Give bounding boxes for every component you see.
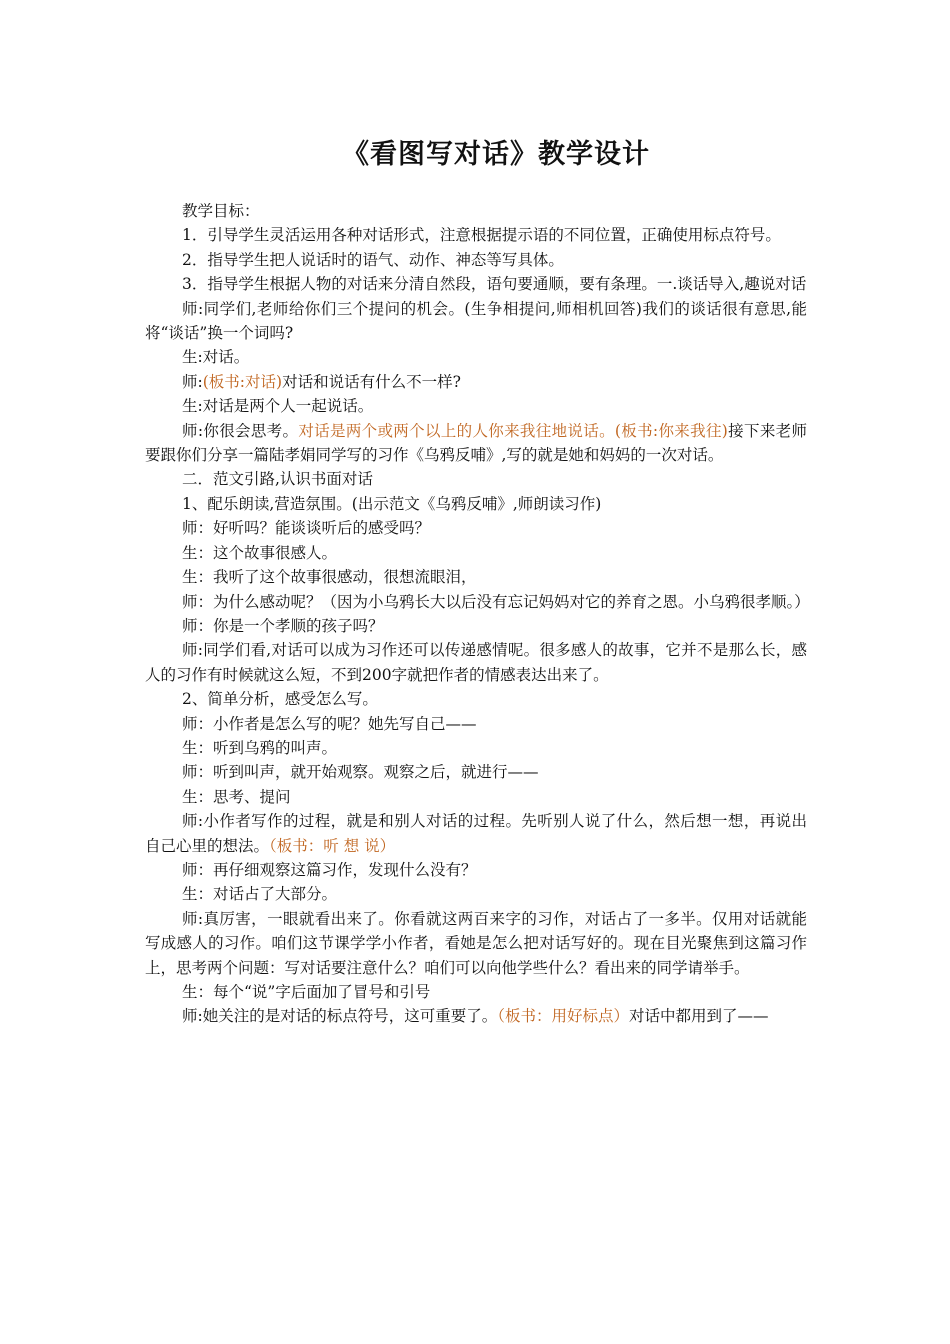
paragraph [145,687,807,711]
board-note-highlight: 对话是两个或两个以上的人你来我往地说话。(板书:你来我往) [298,421,728,440]
paragraph-text: 师：你是一个孝顺的孩子吗？ [182,616,384,635]
paragraph [145,199,807,223]
paragraph [145,907,807,980]
paragraph [145,614,807,638]
paragraph [145,638,807,687]
paragraph-text: 生：对话占了大部分。 [182,885,338,904]
paragraph [145,272,807,296]
paragraph-text: 对话中都用到了—— [629,1007,769,1026]
paragraph-text: 2、简单分析，感受怎么写。 [182,690,378,709]
paragraph-text: 师：听到叫声，就开始观察。观察之后，就进行—— [182,763,539,782]
paragraph [145,858,807,882]
paragraph [145,712,807,736]
paragraph [145,590,810,614]
paragraph-text: 接下来老师要跟你们分享一篇陆孝娟同学写的习作《乌鸦反哺》,写的就是她和妈妈的一次对话。 [145,421,807,465]
paragraph [145,492,807,516]
paragraph-text: 教学目标： [182,202,260,220]
paragraph [145,565,807,589]
paragraph [145,1004,807,1028]
board-note-highlight: (板书:对话) [202,372,283,391]
paragraph [145,394,807,418]
board-note-highlight: （板书：用好标点） [497,1007,629,1026]
paragraph-text: 师:真厉害，一眼就看出来了。你看就这两百来字的习作，对话占了一多半。仅用对话就能写成感人的习作。咱们这节课学学小作者，看她是怎么把对话写好的。现在目光聚焦到这篇习作上，思考两个问题：写对话要注意什么？咱们可以向他学些什么？看出来的同学请举手。 [145,909,807,977]
paragraph-text: 生：思考、提问 [182,787,291,806]
paragraph [145,248,807,272]
paragraph-text: 对话和说话有什么不一样? [282,372,461,391]
paragraph-text: 师：好听吗？能谈谈听后的感受吗？ [182,519,431,538]
paragraph [145,370,807,394]
paragraph-text: 1、配乐朗读,营造氛围。(出示范文《乌鸦反哺》,师朗读习作) [182,494,602,513]
paragraph-text: 师:同学们,老师给你们三个提问的机会。(生争相提问,师相机回答)我们的谈话很有意思,能将“谈话”换一个词吗? [145,299,807,343]
paragraph-text: 师:小作者写作的过程，就是和别人对话的过程。先听别人说了什么，然后想一想，再说出自己心里的想法。 [145,812,807,855]
paragraph-text: 生：每个“说”字后面加了冒号和引号 [182,983,431,1001]
paragraph [145,785,807,809]
paragraph-text: 师:你很会思考。 [182,421,299,440]
paragraph-text: 2．指导学生把人说话时的语气、动作、神态等写具体。 [182,250,564,269]
paragraph [145,980,807,1004]
document-title: 《看图写对话》教学设计 [342,139,650,170]
paragraph-text: 3．指导学生根据人物的对话来分清自然段，语句要通顺，要有条理。一.谈话导入,趣说对话 [182,275,807,294]
paragraph-text: 生：听到乌鸦的叫声。 [182,738,338,757]
document-body [145,199,810,1029]
board-note-highlight: （板书：听 想 说） [269,836,396,855]
paragraph [145,882,807,906]
paragraph-text: 生：这个故事很感人。 [182,543,338,562]
paragraph-text: 师:同学们看,对话可以成为习作还可以传递感情呢。很多感人的故事，它并不是那么长，感人的习作有时候就这么短，不到200字就把作者的情感表达出来了。 [145,641,807,684]
paragraph [145,760,807,784]
paragraph [145,541,807,565]
paragraph-text: 生:对话。 [182,348,250,367]
paragraph-text: 生：我听了这个故事很感动，很想流眼泪， [182,568,477,587]
paragraph-text: 师：为什么感动呢？（因为小乌鸦长大以后没有忘记妈妈对它的养育之恩。小乌鸦很孝顺。） [182,592,810,611]
paragraph [145,419,807,468]
paragraph-text: 1．引导学生灵活运用各种对话形式，注意根据提示语的不同位置，正确使用标点符号。 [182,226,781,245]
paragraph [145,345,807,369]
paragraph [145,467,807,491]
paragraph [145,223,807,247]
paragraph-text: 师：再仔细观察这篇习作，发现什么没有？ [182,860,477,879]
paragraph [145,516,807,540]
paragraph-text: 师: [182,372,203,391]
paragraph-text: 二．范文引路,认识书面对话 [182,470,373,489]
paragraph [145,297,807,346]
paragraph [145,736,807,760]
paragraph-text: 师：小作者是怎么写的呢？她先写自己—— [182,714,477,733]
paragraph-text: 师:她关注的是对话的标点符号，这可重要了。 [182,1007,498,1026]
paragraph [145,809,807,858]
paragraph-text: 生:对话是两个人一起说话。 [182,397,374,416]
